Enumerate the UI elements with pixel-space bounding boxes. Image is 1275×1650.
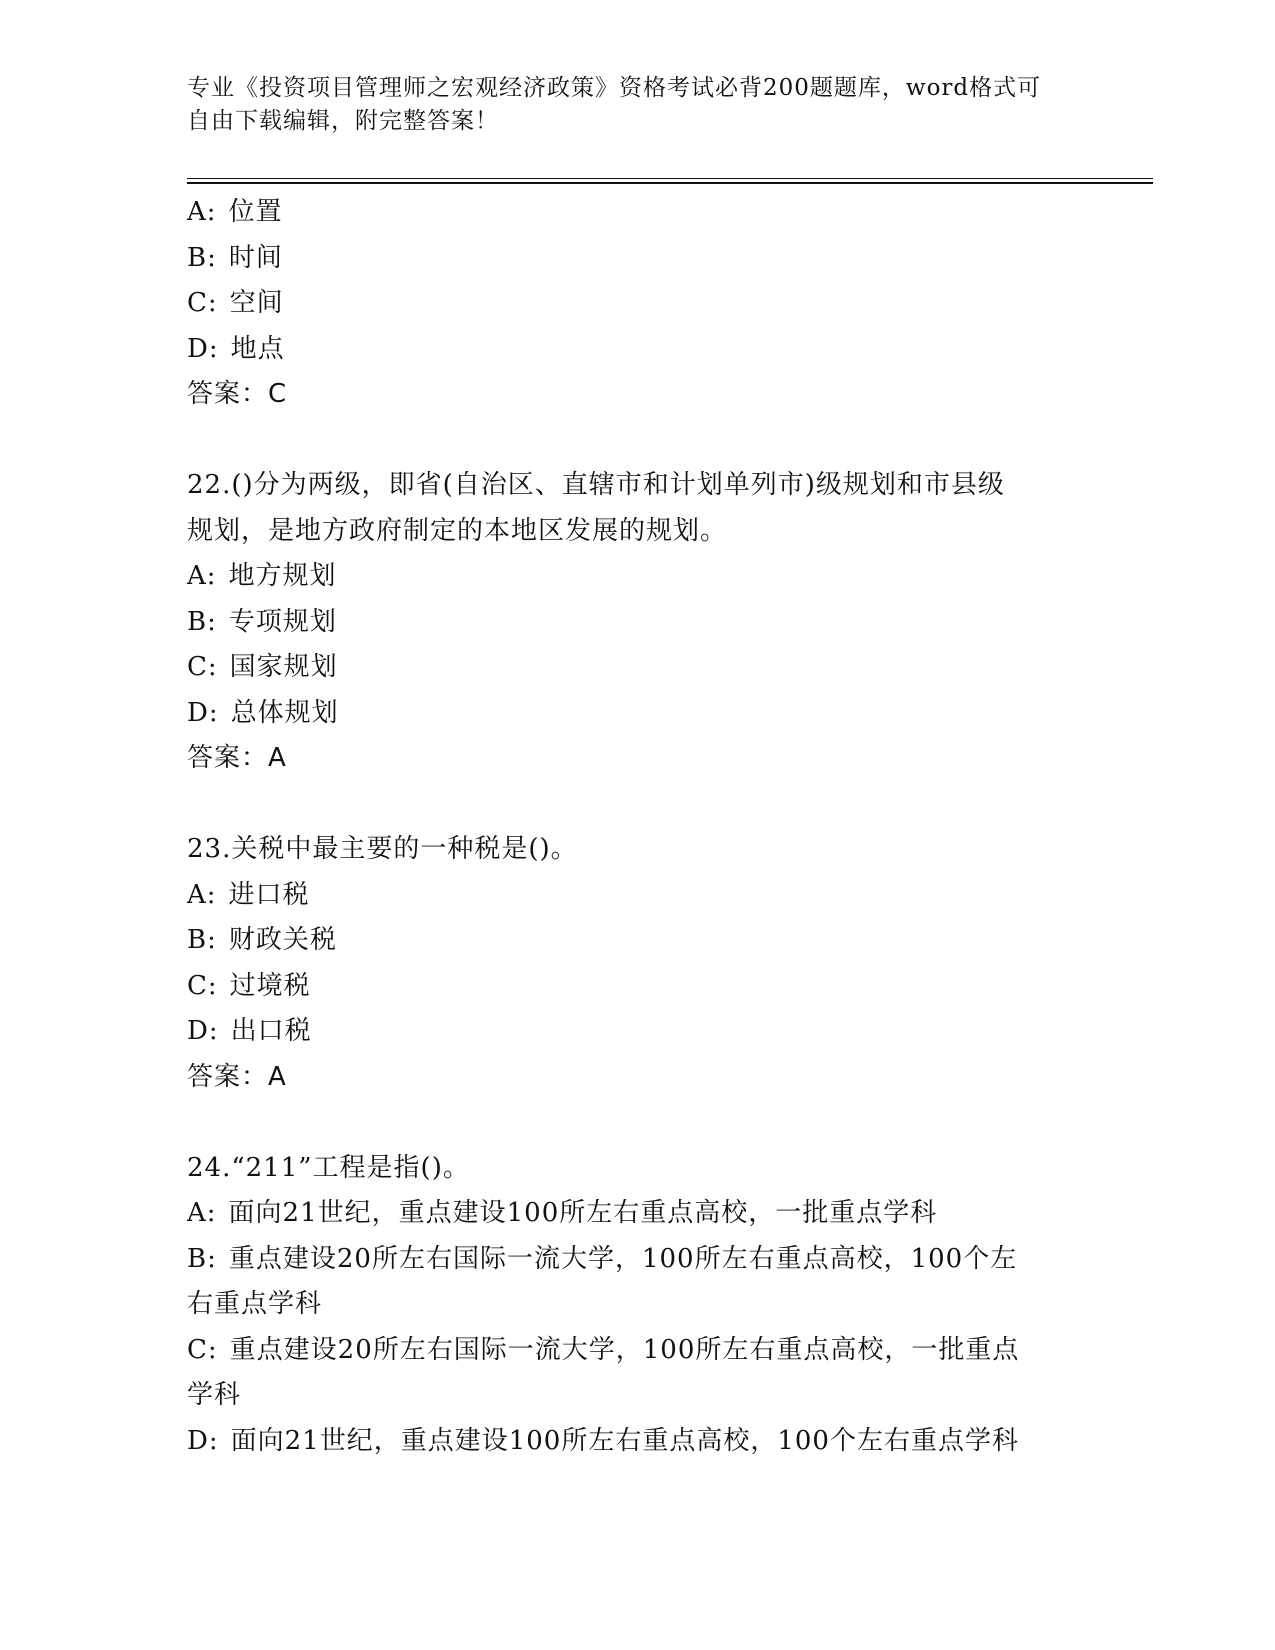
option-a: A: 地方规划 (187, 561, 337, 591)
answer-line: 答案：A (187, 1061, 287, 1092)
option-b: B: 时间 (187, 242, 283, 273)
question-stem: 24.“211”工程是指()。 (187, 1152, 470, 1183)
question-23 (187, 827, 1087, 1100)
question-22 (187, 463, 1087, 782)
spacer (187, 782, 1087, 828)
question-21 (187, 190, 1087, 418)
answer-line: 答案：C (187, 379, 288, 409)
option-c: C: 重点建设20所左右国际一流大学，100所左右重点高校，一批重点 (187, 1334, 1020, 1365)
option-d: D: 地点 (187, 333, 285, 364)
option-c: C: 空间 (187, 288, 284, 318)
spacer (187, 1100, 1087, 1146)
question-list (187, 190, 1087, 1464)
option-b-continued: 右重点学科 (187, 1289, 323, 1319)
header-line-1: 专业《投资项目管理师之宏观经济政策》资格考试必背200题题库，word格式可 (187, 75, 1042, 101)
option-a: A: 进口税 (187, 879, 310, 910)
option-c-continued: 学科 (187, 1380, 242, 1410)
question-stem: 23.关税中最主要的一种税是()。 (187, 834, 578, 864)
question-24 (187, 1146, 1087, 1465)
question-stem-continued: 规划，是地方政府制定的本地区发展的规划。 (187, 515, 728, 546)
document-header (187, 72, 1087, 138)
option-d: D: 面向21世纪，重点建设100所左右重点高校，100个左右重点学科 (187, 1425, 1019, 1456)
header-divider (187, 178, 1153, 184)
answer-line: 答案：A (187, 743, 287, 773)
option-c: C: 国家规划 (187, 652, 338, 682)
option-d: D: 总体规划 (187, 697, 339, 728)
option-a: A: 面向21世纪，重点建设100所左右重点高校，一批重点学科 (187, 1198, 938, 1228)
option-b: B: 财政关税 (187, 925, 337, 955)
option-b: B: 重点建设20所左右国际一流大学，100所左右重点高校，100个左 (187, 1243, 1018, 1274)
option-d: D: 出口税 (187, 1016, 312, 1046)
question-stem: 22.()分为两级，即省(自治区、直辖市和计划单列市)级规划和市县级 (187, 470, 1005, 500)
option-c: C: 过境税 (187, 970, 311, 1001)
option-a: A: 位置 (187, 197, 283, 227)
header-line-2: 自由下载编辑，附完整答案！ (187, 108, 499, 134)
option-b: B: 专项规划 (187, 606, 337, 637)
spacer (187, 418, 1087, 464)
